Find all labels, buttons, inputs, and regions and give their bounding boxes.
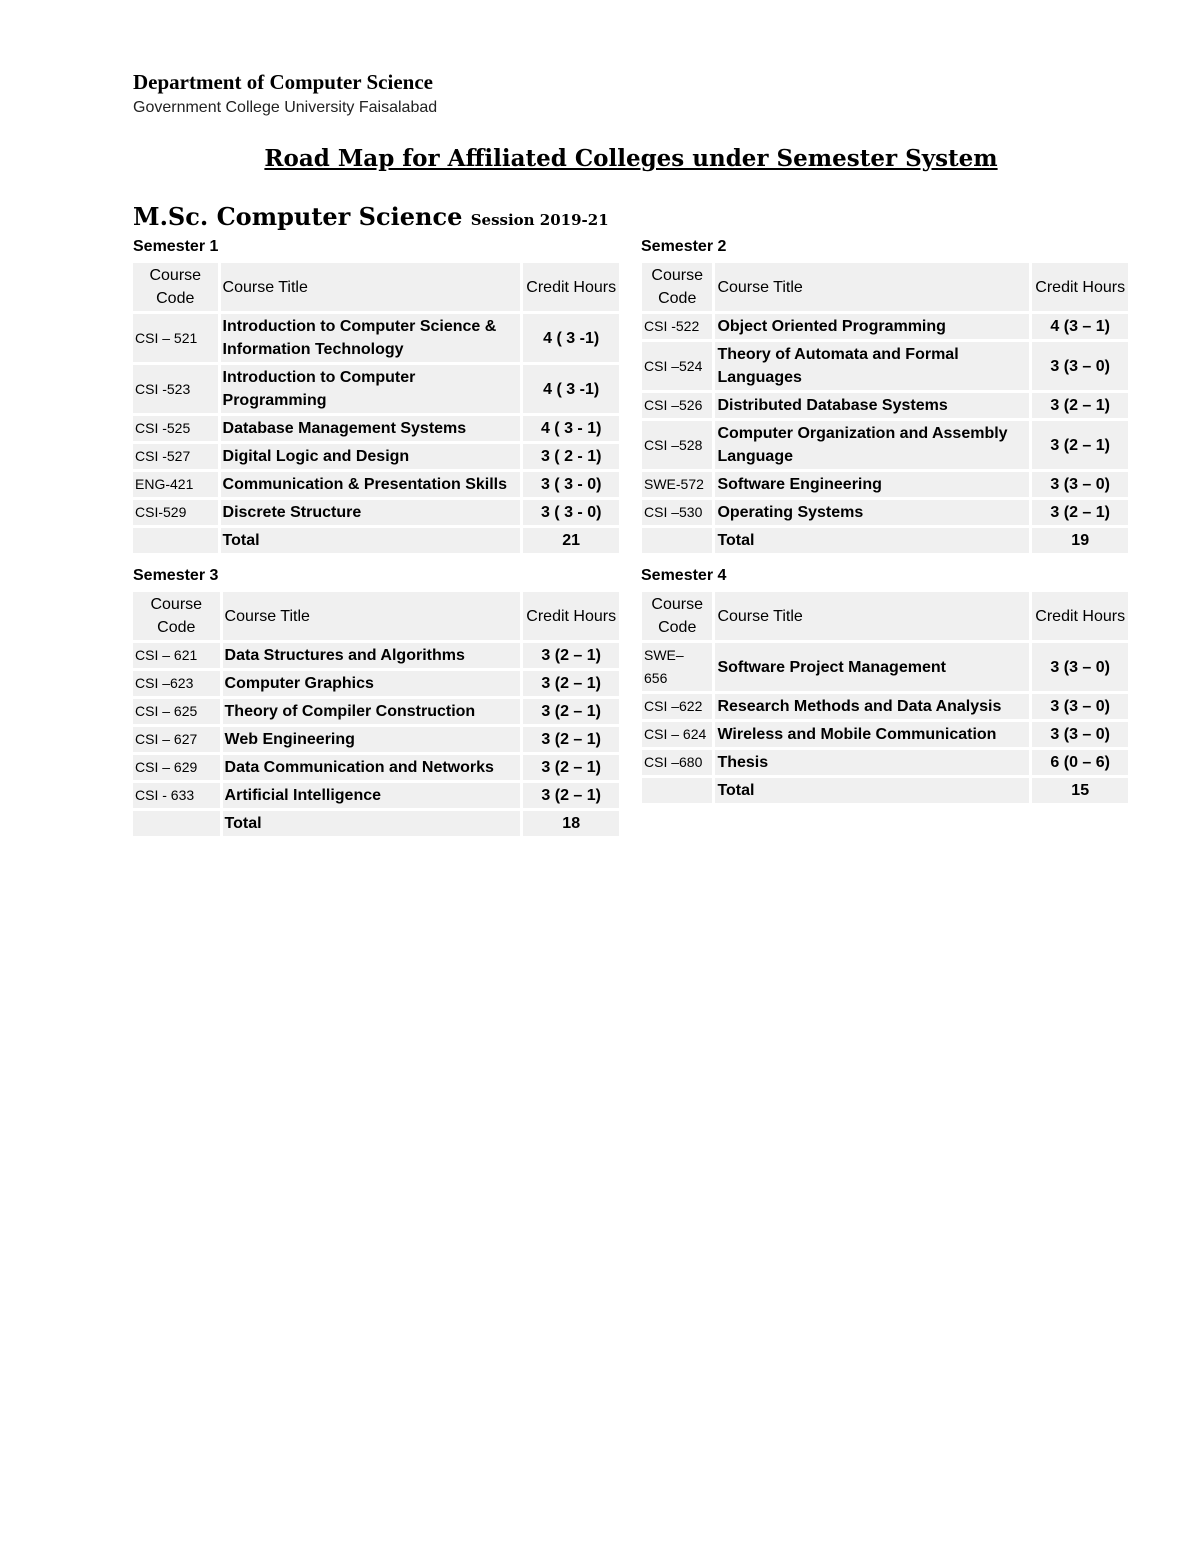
total-code-cell bbox=[133, 811, 220, 836]
program-heading bbox=[133, 202, 609, 231]
table-row bbox=[642, 643, 1128, 691]
table-row bbox=[133, 671, 619, 696]
column-header-title: Course Title bbox=[715, 592, 1029, 640]
column-header-code: Course Code bbox=[133, 263, 218, 311]
total-row bbox=[133, 528, 619, 553]
course-code: CSI –530 bbox=[642, 500, 712, 525]
total-label: Total bbox=[715, 778, 1029, 803]
total-label: Total bbox=[223, 811, 521, 836]
column-header-credit: Credit Hours bbox=[1032, 263, 1128, 311]
course-code: CSI -527 bbox=[133, 444, 218, 469]
semester-2-table bbox=[639, 260, 1131, 556]
table-row bbox=[642, 500, 1128, 525]
column-header-title: Course Title bbox=[221, 263, 521, 311]
course-code: CSI – 625 bbox=[133, 699, 220, 724]
course-code: CSI-529 bbox=[133, 500, 218, 525]
course-code: SWE-572 bbox=[642, 472, 712, 497]
total-value: 18 bbox=[523, 811, 619, 836]
table-row bbox=[133, 444, 619, 469]
table-row bbox=[133, 643, 619, 668]
column-header-code: Course Code bbox=[642, 263, 712, 311]
table-row bbox=[642, 472, 1128, 497]
credit-hours: 3 ( 2 - 1) bbox=[523, 444, 619, 469]
credit-hours: 3 (2 – 1) bbox=[523, 727, 619, 752]
course-title: Artificial Intelligence bbox=[223, 783, 521, 808]
course-title: Data Structures and Algorithms bbox=[223, 643, 521, 668]
course-title: Introduction to Computer Science & Information Technology bbox=[221, 314, 521, 362]
semester-1-table bbox=[130, 260, 622, 556]
total-code-cell bbox=[642, 528, 712, 553]
table-row bbox=[133, 500, 619, 525]
column-header-credit: Credit Hours bbox=[523, 263, 619, 311]
course-code: CSI -525 bbox=[133, 416, 218, 441]
course-title: Database Management Systems bbox=[221, 416, 521, 441]
column-header-code: Course Code bbox=[642, 592, 712, 640]
credit-hours: 3 (2 – 1) bbox=[523, 643, 619, 668]
column-header-credit: Credit Hours bbox=[523, 592, 619, 640]
course-title: Software Engineering bbox=[715, 472, 1029, 497]
semester-3-table bbox=[130, 589, 622, 839]
column-header-title: Course Title bbox=[715, 263, 1029, 311]
course-title: Discrete Structure bbox=[221, 500, 521, 525]
page-title: Road Map for Affiliated Colleges under Semester System bbox=[264, 145, 998, 172]
table-header-row bbox=[642, 592, 1128, 640]
table-row bbox=[133, 699, 619, 724]
table-header-row bbox=[642, 263, 1128, 311]
course-title: Theory of Compiler Construction bbox=[223, 699, 521, 724]
table-row bbox=[133, 472, 619, 497]
table-header-row bbox=[133, 592, 619, 640]
credit-hours: 3 (2 – 1) bbox=[1032, 393, 1128, 418]
column-header-title: Course Title bbox=[223, 592, 521, 640]
course-code: CSI – 627 bbox=[133, 727, 220, 752]
total-label: Total bbox=[221, 528, 521, 553]
table-row bbox=[642, 342, 1128, 390]
total-row bbox=[642, 528, 1128, 553]
course-title: Digital Logic and Design bbox=[221, 444, 521, 469]
credit-hours: 4 ( 3 -1) bbox=[523, 314, 619, 362]
course-title: Data Communication and Networks bbox=[223, 755, 521, 780]
column-header-credit: Credit Hours bbox=[1032, 592, 1128, 640]
course-code: CSI – 629 bbox=[133, 755, 220, 780]
total-value: 19 bbox=[1032, 528, 1128, 553]
credit-hours: 3 ( 3 - 0) bbox=[523, 472, 619, 497]
course-title: Wireless and Mobile Communication bbox=[715, 722, 1029, 747]
total-code-cell bbox=[642, 778, 712, 803]
table-row bbox=[642, 314, 1128, 339]
semester-2-label: Semester 2 bbox=[641, 238, 727, 255]
credit-hours: 3 (2 – 1) bbox=[523, 671, 619, 696]
table-row bbox=[133, 365, 619, 413]
course-code: CSI – 624 bbox=[642, 722, 712, 747]
total-row bbox=[133, 811, 619, 836]
table-row bbox=[642, 722, 1128, 747]
course-code: CSI -522 bbox=[642, 314, 712, 339]
course-code: CSI - 633 bbox=[133, 783, 220, 808]
total-code-cell bbox=[133, 528, 218, 553]
course-title: Distributed Database Systems bbox=[715, 393, 1029, 418]
table-row bbox=[642, 750, 1128, 775]
course-title: Object Oriented Programming bbox=[715, 314, 1029, 339]
course-code: CSI –680 bbox=[642, 750, 712, 775]
course-code: SWE– 656 bbox=[642, 643, 712, 691]
course-title: Thesis bbox=[715, 750, 1029, 775]
total-row bbox=[642, 778, 1128, 803]
course-title: Operating Systems bbox=[715, 500, 1029, 525]
credit-hours: 3 (3 – 0) bbox=[1032, 643, 1128, 691]
program-name: M.Sc. Computer Science bbox=[133, 202, 463, 231]
course-title: Computer Organization and Assembly Language bbox=[715, 421, 1029, 469]
credit-hours: 4 (3 – 1) bbox=[1032, 314, 1128, 339]
credit-hours: 3 (2 – 1) bbox=[1032, 500, 1128, 525]
course-code: CSI –623 bbox=[133, 671, 220, 696]
credit-hours: 3 (2 – 1) bbox=[523, 755, 619, 780]
table-row bbox=[133, 727, 619, 752]
course-title: Communication & Presentation Skills bbox=[221, 472, 521, 497]
credit-hours: 3 ( 3 - 0) bbox=[523, 500, 619, 525]
table-row bbox=[133, 314, 619, 362]
course-title: Computer Graphics bbox=[223, 671, 521, 696]
credit-hours: 4 ( 3 - 1) bbox=[523, 416, 619, 441]
credit-hours: 3 (2 – 1) bbox=[1032, 421, 1128, 469]
table-header-row bbox=[133, 263, 619, 311]
credit-hours: 3 (2 – 1) bbox=[523, 699, 619, 724]
table-row bbox=[642, 694, 1128, 719]
credit-hours: 4 ( 3 -1) bbox=[523, 365, 619, 413]
course-code: CSI –622 bbox=[642, 694, 712, 719]
semester-3-label: Semester 3 bbox=[133, 567, 219, 584]
course-title: Web Engineering bbox=[223, 727, 521, 752]
course-code: ENG-421 bbox=[133, 472, 218, 497]
course-title: Software Project Management bbox=[715, 643, 1029, 691]
table-row bbox=[133, 416, 619, 441]
table-row bbox=[133, 783, 619, 808]
course-title: Theory of Automata and Formal Languages bbox=[715, 342, 1029, 390]
credit-hours: 3 (3 – 0) bbox=[1032, 472, 1128, 497]
course-code: CSI –524 bbox=[642, 342, 712, 390]
department-name: Department of Computer Science bbox=[133, 70, 433, 94]
table-row bbox=[133, 755, 619, 780]
total-label: Total bbox=[715, 528, 1029, 553]
university-name: Government College University Faisalabad bbox=[133, 99, 438, 116]
course-code: CSI – 621 bbox=[133, 643, 220, 668]
course-title: Introduction to Computer Programming bbox=[221, 365, 521, 413]
program-session: Session 2019-21 bbox=[470, 211, 609, 229]
course-title: Research Methods and Data Analysis bbox=[715, 694, 1029, 719]
course-code: CSI -523 bbox=[133, 365, 218, 413]
credit-hours: 3 (3 – 0) bbox=[1032, 722, 1128, 747]
semester-4-label: Semester 4 bbox=[641, 567, 727, 584]
semester-1-label: Semester 1 bbox=[133, 238, 219, 255]
course-code: CSI –528 bbox=[642, 421, 712, 469]
course-code: CSI –526 bbox=[642, 393, 712, 418]
credit-hours: 3 (2 – 1) bbox=[523, 783, 619, 808]
course-code: CSI – 521 bbox=[133, 314, 218, 362]
column-header-code: Course Code bbox=[133, 592, 220, 640]
semester-4-table bbox=[639, 589, 1131, 806]
credit-hours: 6 (0 – 6) bbox=[1032, 750, 1128, 775]
total-value: 15 bbox=[1032, 778, 1128, 803]
total-value: 21 bbox=[523, 528, 619, 553]
table-row bbox=[642, 393, 1128, 418]
credit-hours: 3 (3 – 0) bbox=[1032, 694, 1128, 719]
table-row bbox=[642, 421, 1128, 469]
credit-hours: 3 (3 – 0) bbox=[1032, 342, 1128, 390]
